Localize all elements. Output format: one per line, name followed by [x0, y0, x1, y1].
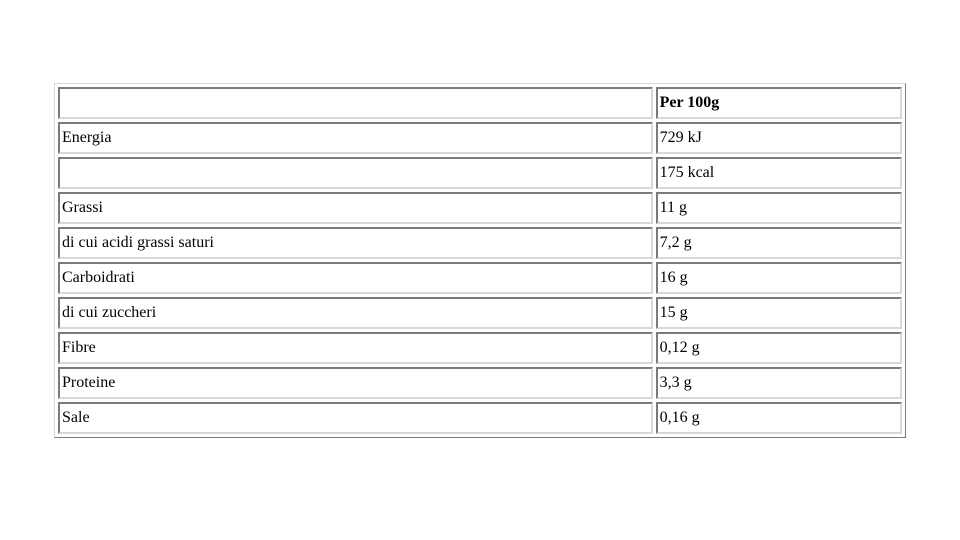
- nutrient-label: Sale: [58, 402, 653, 434]
- table-row: [58, 192, 902, 224]
- nutrient-label: Energia: [58, 122, 653, 154]
- table-row: [58, 157, 902, 189]
- nutrient-value: 729 kJ: [656, 122, 902, 154]
- header-label-cell: [58, 87, 653, 119]
- nutrition-table: [54, 83, 906, 438]
- nutrient-label: [58, 157, 653, 189]
- table-row: [58, 367, 902, 399]
- nutrient-value: 15 g: [656, 297, 902, 329]
- nutrient-value: 16 g: [656, 262, 902, 294]
- nutrient-label: Grassi: [58, 192, 653, 224]
- header-value-cell: Per 100g: [656, 87, 902, 119]
- table-row: [58, 262, 902, 294]
- table-row: [58, 227, 902, 259]
- nutrient-value: 11 g: [656, 192, 902, 224]
- nutrient-label: Carboidrati: [58, 262, 653, 294]
- nutrient-value: 0,16 g: [656, 402, 902, 434]
- nutrient-value: 0,12 g: [656, 332, 902, 364]
- nutrient-label: di cui zuccheri: [58, 297, 653, 329]
- table-row: [58, 122, 902, 154]
- table-row: [58, 332, 902, 364]
- table-header-row: [58, 87, 902, 119]
- table-row: [58, 402, 902, 434]
- nutrient-label: di cui acidi grassi saturi: [58, 227, 653, 259]
- nutrient-value: 175 kcal: [656, 157, 902, 189]
- table-row: [58, 297, 902, 329]
- nutrient-label: Proteine: [58, 367, 653, 399]
- nutrient-value: 7,2 g: [656, 227, 902, 259]
- nutrient-value: 3,3 g: [656, 367, 902, 399]
- nutrient-label: Fibre: [58, 332, 653, 364]
